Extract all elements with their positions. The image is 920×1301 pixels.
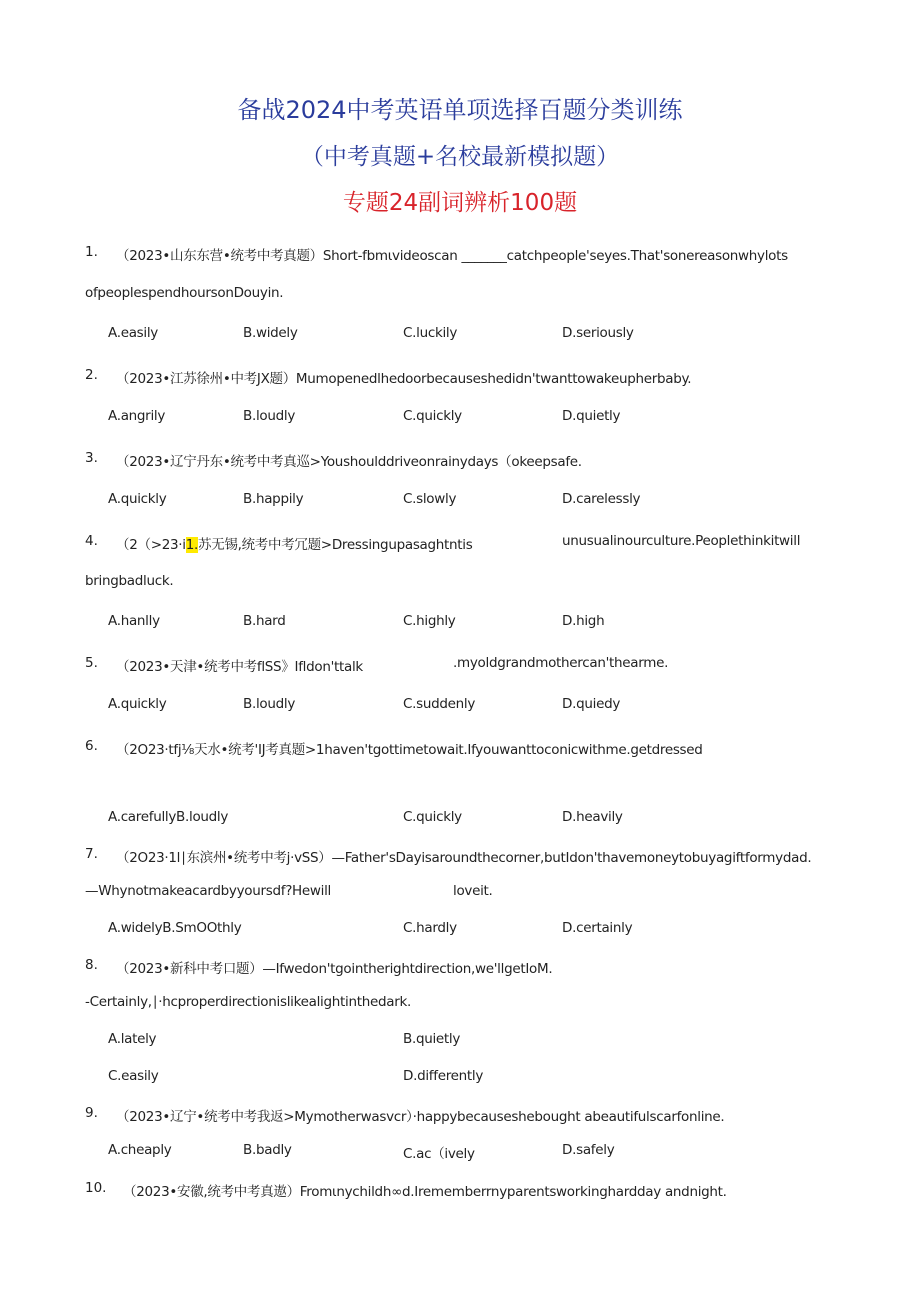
question-text: （2023•辽宁丹东•统考中考真巡>Youshoulddriveonrainydays（okeepsafe. <box>116 454 582 470</box>
option-a-b[interactable]: A.carefullyB.loudly <box>108 809 229 825</box>
option-d[interactable]: D.safely <box>562 1142 615 1158</box>
highlighted-text: 1. <box>185 537 199 553</box>
question-text: （2023•山东东营•统考中考真题）Short-fbmιvideoscan _______catchpeople'seyes.That'sonereasonwhylots <box>116 248 788 264</box>
question-text: （2023•辽宁•统考中考我返>Mymotherwasvcr）·happybecauseshebought abeautifulscarfonline. <box>116 1109 725 1125</box>
option-b[interactable]: B.loudly <box>243 408 296 424</box>
question-text-after-blank: loveit. <box>453 883 493 899</box>
question-text: （2023•天津•统考中考flSS》Ifldon'ttalk <box>116 659 363 675</box>
question-number: 9. <box>85 1105 98 1121</box>
question-number: 6. <box>85 738 98 754</box>
option-a-b[interactable]: A.widelyB.SmOOthly <box>108 920 242 936</box>
question-number: 8. <box>85 957 98 973</box>
option-d[interactable]: D.differently <box>403 1068 484 1084</box>
question-text: （2023•新科中考口题）—Ifwedon'tgointherightdirection,we'llgetIoM. <box>116 961 553 977</box>
question-text: （2023•江苏徐州•中考JX题）Mumopenedlhedoorbecauseshedidn'twanttowakeupherbaby. <box>116 371 692 387</box>
option-a[interactable]: A.quickly <box>108 696 167 712</box>
question-text-after-blank: .myoldgrandmothercan'thearme. <box>453 655 669 671</box>
option-c[interactable]: C.quickly <box>403 809 462 825</box>
option-b[interactable]: B.widely <box>243 325 298 341</box>
question-text-continued: ofpeoplespendhoursonDouyin. <box>85 285 284 301</box>
title-sub: （中考真题+名校最新模拟题） <box>300 144 620 170</box>
title-main: 备战2024中考英语单项选择百题分类训练 <box>237 96 683 124</box>
option-c[interactable]: C.luckily <box>403 325 458 341</box>
option-a[interactable]: A.easily <box>108 325 158 341</box>
question-number: 7. <box>85 846 98 862</box>
question-number: 1. <box>85 244 98 260</box>
option-c[interactable]: C.quickly <box>403 408 462 424</box>
question-text-continued: —Whynotmakeacardbyyoursdf?Hewill <box>85 883 332 899</box>
question-text: （2023•安徽,统考中考真遨）Fromιnychildh∞d.Irememberrnyparentsworkinghardday andnight. <box>123 1184 727 1200</box>
question-text <box>116 533 472 553</box>
question-number: 2. <box>85 367 98 383</box>
option-d[interactable]: D.seriously <box>562 325 634 341</box>
question-text-after-blank: unusualinourculture.Peoplethinkitwill <box>562 533 801 549</box>
option-b[interactable]: B.badly <box>243 1142 292 1158</box>
question-text-part: （2（>23·i <box>116 537 186 553</box>
question-text: （2O23·tfj⅛天水•统考'IJ考真题>1haven'tgottimetowait.Ifyouwanttoconicwithme.getdressed <box>116 742 703 758</box>
question-text-continued: bringbadluck. <box>85 573 174 589</box>
option-c[interactable]: C.hardly <box>403 920 457 936</box>
title-topic: 专题24副词辨析100题 <box>342 190 578 216</box>
option-a[interactable]: A.hanlly <box>108 613 160 629</box>
option-b[interactable]: B.hard <box>243 613 286 629</box>
option-c[interactable]: C.suddenly <box>403 696 476 712</box>
option-d[interactable]: D.carelessly <box>562 491 641 507</box>
option-d[interactable]: D.high <box>562 613 605 629</box>
option-b[interactable]: B.happily <box>243 491 304 507</box>
option-a[interactable]: A.cheaply <box>108 1142 172 1158</box>
option-a[interactable]: A.lately <box>108 1031 157 1047</box>
option-c[interactable]: C.ac（ively <box>403 1146 475 1162</box>
question-text-continued: -Certainly,∣·hcproperdirectionislikealightinthedark. <box>85 994 411 1010</box>
option-c[interactable]: C.easily <box>108 1068 159 1084</box>
question-number: 4. <box>85 533 98 549</box>
option-b[interactable]: B.loudly <box>243 696 296 712</box>
question-number: 10. <box>85 1180 107 1196</box>
option-d[interactable]: D.quietly <box>562 408 621 424</box>
question-text: （2O23·1l∣东滨州•统考中考j·vSS）—Father'sDayisaroundthecorner,butIdon'thavemoneytobuyagiftformydad. <box>116 850 812 866</box>
question-text-part: 苏无锡,统考中考冗题>Dressingupasaghtntis <box>198 537 473 553</box>
option-b[interactable]: B.quietly <box>403 1031 461 1047</box>
option-c[interactable]: C.slowly <box>403 491 457 507</box>
option-d[interactable]: D.certainly <box>562 920 633 936</box>
option-a[interactable]: A.quickly <box>108 491 167 507</box>
option-a[interactable]: A.angrily <box>108 408 166 424</box>
option-c[interactable]: C.highly <box>403 613 456 629</box>
option-d[interactable]: D.quiedy <box>562 696 621 712</box>
question-number: 3. <box>85 450 98 466</box>
option-d[interactable]: D.heavily <box>562 809 623 825</box>
question-number: 5. <box>85 655 98 671</box>
